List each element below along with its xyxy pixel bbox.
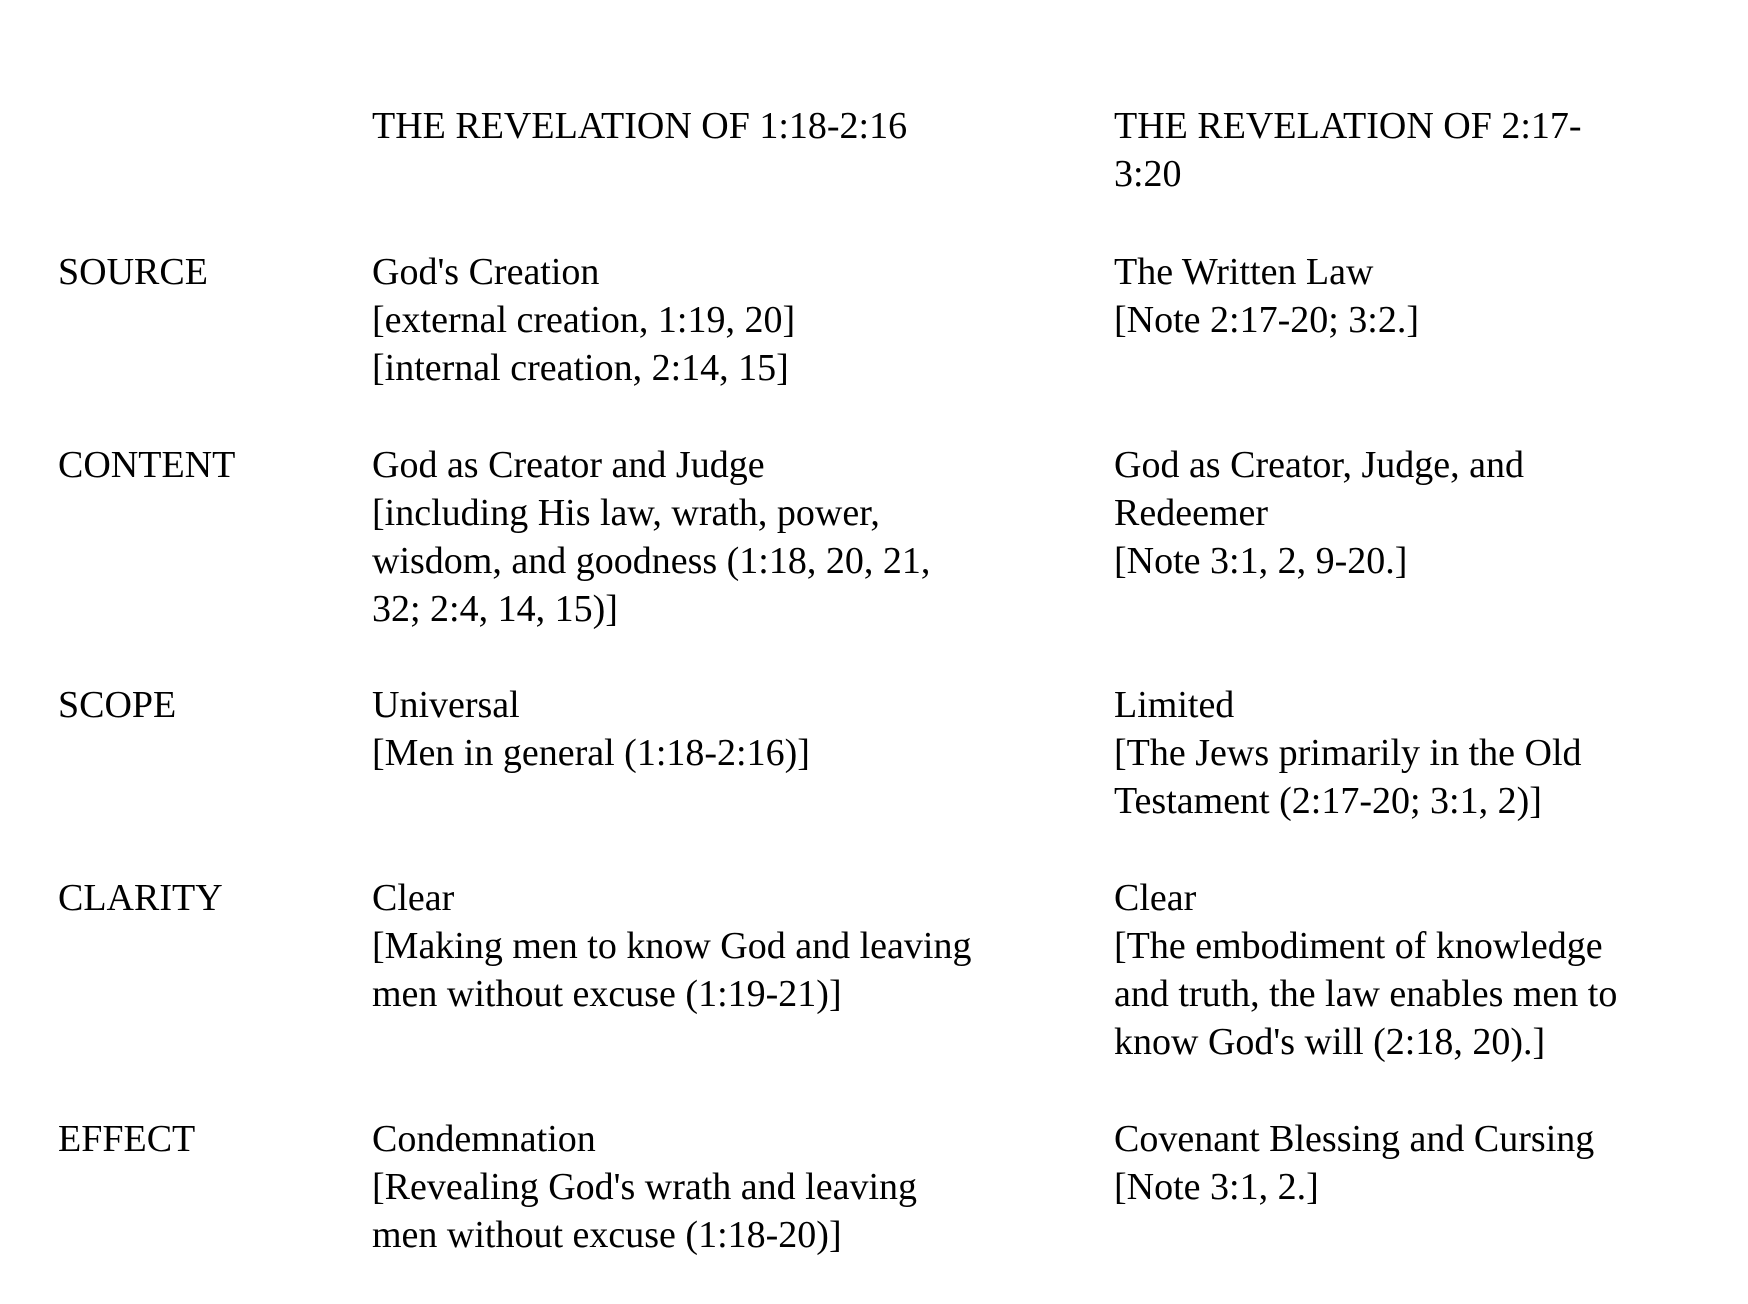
row-label bbox=[58, 681, 358, 729]
cell-a-line: Condemnation bbox=[372, 1118, 596, 1160]
row-label bbox=[58, 441, 358, 489]
cell-a bbox=[372, 441, 1072, 633]
cell-a-line: Universal bbox=[372, 684, 520, 726]
cell-a bbox=[372, 1115, 1072, 1259]
cell-b-line: Clear bbox=[1114, 877, 1197, 919]
cell-a-line: God's Creation bbox=[372, 251, 600, 293]
row-label bbox=[58, 1115, 358, 1163]
cell-a-line: [Men in general (1:18-2:16)] bbox=[372, 732, 810, 774]
cell-a bbox=[372, 874, 1072, 1018]
row-label bbox=[58, 874, 358, 922]
cell-b bbox=[1114, 874, 1714, 1066]
row-label-text: SOURCE bbox=[58, 251, 208, 293]
cell-a-line: wisdom, and goodness (1:18, 20, 21, bbox=[372, 540, 931, 582]
cell-b-line: and truth, the law enables men to bbox=[1114, 973, 1618, 1015]
cell-b bbox=[1114, 248, 1714, 344]
cell-b-line: [The Jews primarily in the Old bbox=[1114, 732, 1582, 774]
cell-b-line: Covenant Blessing and Cursing bbox=[1114, 1118, 1595, 1160]
row-label-text: EFFECT bbox=[58, 1118, 196, 1160]
cell-b-line: Testament (2:17-20; 3:1, 2)] bbox=[1114, 780, 1542, 822]
cell-b-line: Limited bbox=[1114, 684, 1235, 726]
cell-a-line: Clear bbox=[372, 877, 455, 919]
cell-a-line: [Making men to know God and leaving bbox=[372, 925, 972, 967]
cell-a-line: [external creation, 1:19, 20] bbox=[372, 299, 796, 341]
row-label-text: CONTENT bbox=[58, 444, 236, 486]
column-header-a bbox=[372, 102, 1072, 150]
cell-a bbox=[372, 681, 1072, 777]
cell-a bbox=[372, 248, 1072, 392]
cell-a-line: [internal creation, 2:14, 15] bbox=[372, 347, 789, 389]
cell-a-line: God as Creator and Judge bbox=[372, 444, 765, 486]
column-header-b-line: THE REVELATION OF 2:17- bbox=[1114, 105, 1582, 147]
cell-a-line: men without excuse (1:19-21)] bbox=[372, 973, 842, 1015]
cell-b-line: [The embodiment of knowledge bbox=[1114, 925, 1603, 967]
column-header-b-line: 3:20 bbox=[1114, 153, 1182, 195]
cell-b-line: God as Creator, Judge, and bbox=[1114, 444, 1525, 486]
column-header-b bbox=[1114, 102, 1714, 198]
cell-a-line: [Revealing God's wrath and leaving bbox=[372, 1166, 918, 1208]
cell-a-line: [including His law, wrath, power, bbox=[372, 492, 880, 534]
cell-b-line: Redeemer bbox=[1114, 492, 1269, 534]
row-label bbox=[58, 248, 358, 296]
cell-b-line: The Written Law bbox=[1114, 251, 1374, 293]
cell-b bbox=[1114, 441, 1714, 585]
cell-b-line: [Note 2:17-20; 3:2.] bbox=[1114, 299, 1420, 341]
cell-b bbox=[1114, 681, 1714, 825]
column-header-a-text: THE REVELATION OF 1:18-2:16 bbox=[372, 105, 908, 147]
row-label-text: SCOPE bbox=[58, 684, 177, 726]
cell-b bbox=[1114, 1115, 1714, 1211]
cell-b-line: [Note 3:1, 2, 9-20.] bbox=[1114, 540, 1408, 582]
row-label-text: CLARITY bbox=[58, 877, 223, 919]
cell-a-line: men without excuse (1:18-20)] bbox=[372, 1214, 842, 1256]
cell-b-line: [Note 3:1, 2.] bbox=[1114, 1166, 1319, 1208]
cell-a-line: 32; 2:4, 14, 15)] bbox=[372, 588, 618, 630]
cell-b-line: know God's will (2:18, 20).] bbox=[1114, 1021, 1546, 1063]
